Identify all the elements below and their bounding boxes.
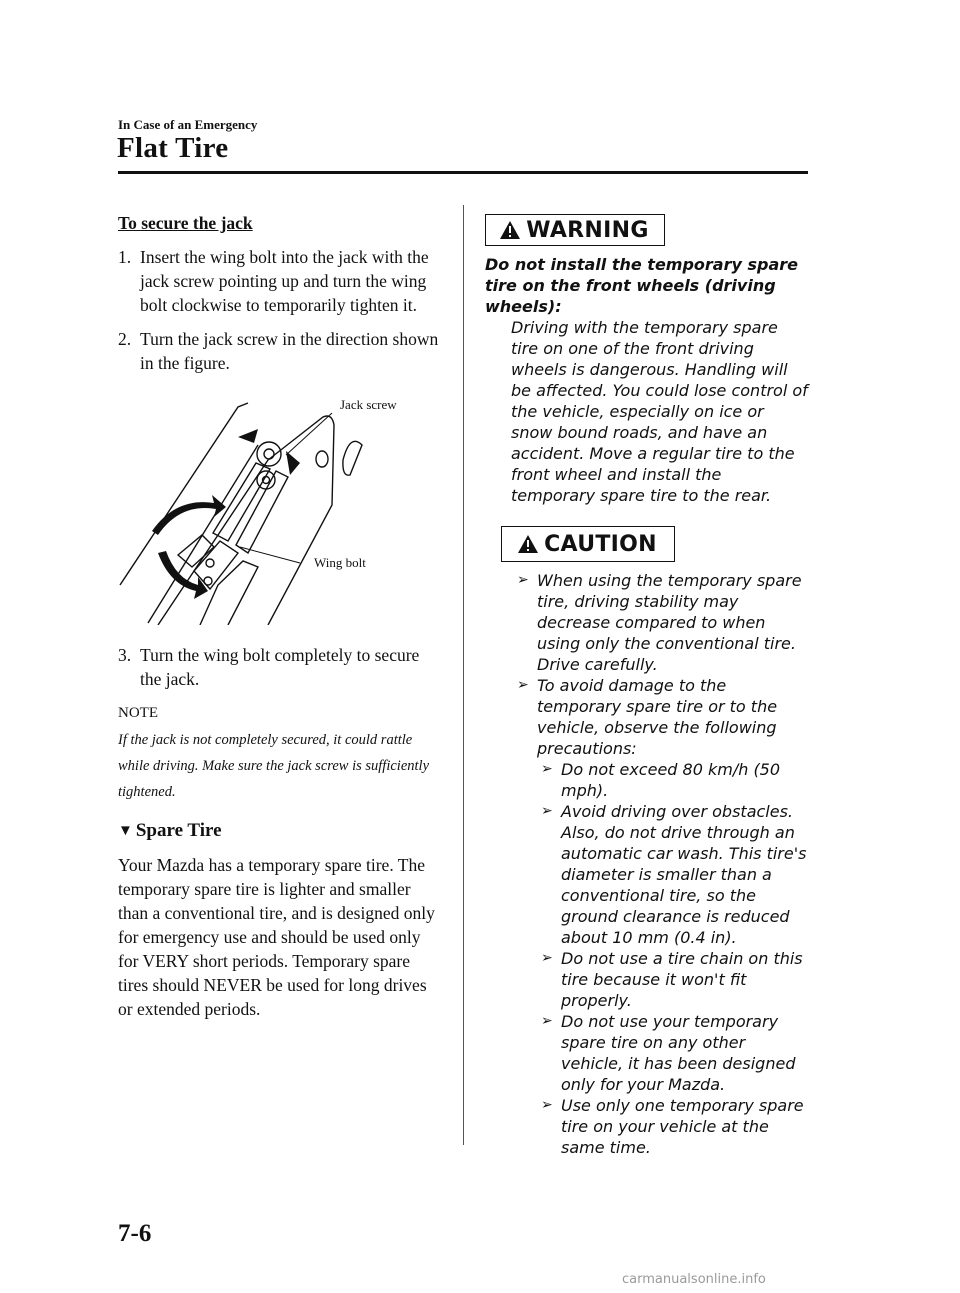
- list-item-text: Avoid driving over obstacles. Also, do not drive through an automatic car wash. This tire's diameter is smaller than a conventional tire, so the ground clearance is reduced about 10 mm (0.4 in).: [561, 802, 807, 947]
- chevron-right-icon: ➢: [517, 677, 529, 693]
- chevron-right-icon: ➢: [541, 1097, 553, 1113]
- list-item: [485, 570, 810, 675]
- warning-label: WARNING: [526, 217, 649, 243]
- list-item-text: Do not exceed 80 km/h (50 mph).: [561, 760, 781, 800]
- caution-section: [485, 526, 810, 1158]
- caution-label: CAUTION: [544, 531, 657, 557]
- list-item: [537, 948, 810, 1011]
- chevron-right-icon: ➢: [541, 803, 553, 819]
- warning-lead: Do not install the temporary spare tire on the front wheels (driving wheels):: [485, 255, 798, 316]
- note-heading: NOTE: [118, 705, 158, 721]
- step-text: Insert the wing bolt into the jack with the jack screw pointing up and turn the wing bolt clockwise to temporarily tighten it.: [140, 247, 429, 315]
- list-item: [537, 759, 810, 801]
- section-label: In Case of an Emergency: [118, 117, 258, 132]
- list-item-text: Do not use a tire chain on this tire because it won't fit properly.: [561, 949, 803, 1010]
- chevron-right-icon: ➢: [517, 572, 529, 588]
- note-text: If the jack is not completely secured, it could rattle while driving. Make sure the jack screw is sufficiently tightened.: [118, 732, 430, 800]
- list-item: [537, 1095, 810, 1158]
- list-item-text: To avoid damage to the temporary spare tire or to the vehicle, observe the following precautions:: [537, 676, 778, 758]
- watermark: carmanualsonline.info: [622, 1272, 766, 1287]
- spare-tire-heading-text: Spare Tire: [135, 820, 222, 841]
- precautions-list: [537, 759, 810, 1158]
- warning-body: Driving with the temporary spare tire on one of the front driving wheels is dangerous. Handling will be affected. You could lose control of the vehicle, especially on ice or snow bound roads, and have an accident. Move a regular tire to the front wheel and install the temporary spare tire to the rear.: [511, 318, 808, 505]
- step-text: Turn the wing bolt completely to secure the jack.: [140, 645, 420, 689]
- list-item: [537, 1011, 810, 1095]
- step-number: 3.: [118, 645, 132, 665]
- right-column: [485, 214, 810, 1158]
- jack-figure: [118, 385, 438, 625]
- step-1: [118, 245, 440, 317]
- list-item-text: Use only one temporary spare tire on your vehicle at the same time.: [561, 1096, 804, 1157]
- caution-list: [485, 570, 810, 1158]
- jack-screw-label: Jack screw: [340, 393, 397, 417]
- caution-icon: [517, 534, 539, 554]
- warning-badge: [485, 214, 665, 246]
- title-rule: [118, 171, 808, 174]
- spare-tire-text: Your Mazda has a temporary spare tire. The temporary spare tire is lighter and smaller than a conventional tire, and is designed only for emergency use and should be used only for VERY short periods. Temporary spare tires should NEVER be used for long drives or extended periods.: [118, 855, 435, 1019]
- jack-subheading: To secure the jack: [118, 213, 253, 233]
- list-item-text: Do not use your temporary spare tire on any other vehicle, it has been designed only for your Mazda.: [561, 1012, 796, 1094]
- column-divider: [463, 205, 464, 1145]
- list-item-text: When using the temporary spare tire, driving stability may decrease compared to when using only the conventional tire. Drive carefully.: [537, 571, 802, 674]
- list-item: [537, 801, 810, 948]
- jack-illustration: [118, 385, 438, 625]
- chevron-right-icon: ➢: [541, 1013, 553, 1029]
- step-number: 1.: [118, 247, 132, 267]
- caution-badge: [501, 526, 675, 562]
- spare-tire-heading: [118, 819, 440, 843]
- chevron-right-icon: ➢: [541, 761, 553, 777]
- list-item: [485, 675, 810, 1158]
- page-title: Flat Tire: [117, 132, 229, 164]
- chevron-right-icon: ➢: [541, 950, 553, 966]
- step-3: [118, 643, 440, 691]
- step-text: Turn the jack screw in the direction shown in the figure.: [140, 329, 439, 373]
- warning-icon: [499, 220, 521, 240]
- step-2: [118, 327, 440, 375]
- left-column: [118, 211, 440, 1021]
- triangle-down-icon: ▼: [118, 823, 133, 839]
- step-number: 2.: [118, 329, 132, 349]
- wing-bolt-label: Wing bolt: [314, 551, 366, 575]
- page-number: 7-6: [118, 1220, 152, 1247]
